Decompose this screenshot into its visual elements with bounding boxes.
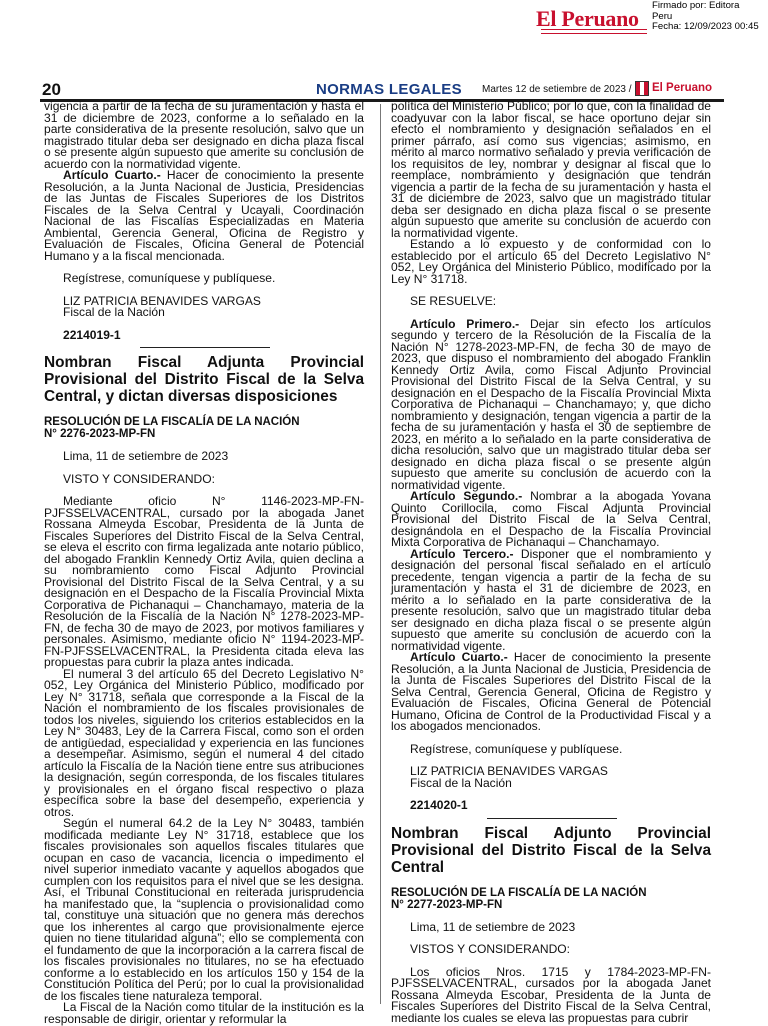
running-header [40, 78, 724, 100]
article-paragraph [391, 316, 712, 492]
article-label: Artículo Tercero.- [410, 546, 514, 561]
signer-role: Fiscal de la Nación [63, 305, 165, 319]
paragraph: Estando a lo expuesto y de conformidad con lo establecido por el artículo 65 del Decreto Legislativo N° 052, Ley Orgánica del Ministerio Público, modificado por la Ley N° 31718. [391, 237, 711, 286]
visto-heading: VISTOS Y CONSIDERANDO: [410, 942, 570, 956]
article-text: Dejar sin efecto los artículos segundo y tercero de la Resolución de la Fiscalía de la Nación N° 1278-2023-MP-FN, de fecha 30 de mayo de 2023, que dispuso el nombramiento del abogado Franklin Kennedy Ortiz Avila, como Fiscal Adjunto Provincial Provisional del Distrito Fiscal de la Selva Central, y su designación en el Despacho de la Fiscalía Provincial Mixta Corporativa de Pichanaqui – Chanchamayo; y, que dicho nombramiento y designación, tengan vigencia a partir de la fecha de su juramentación y hasta el 30 de septiembre de 2023, en mérito a lo señalado en la parte considerativa de dicha resolución, salvo que un magistrado titular deba ser designado en dicha plaza fiscal o se presente algún supuesto que amerite su conclusión de acuerdo con la normatividad vigente. [391, 316, 712, 492]
signature-line-1: Firmado por: Editora [652, 0, 740, 11]
publication-code: 2214020-1 [410, 798, 468, 812]
column-divider [380, 104, 381, 1004]
paragraph: vigencia a partir de la fecha de su juramentación y hasta el 31 de diciembre de 2023, conforme a lo señalado en la parte considerativa de la presente resolución, salvo que un magistrado titular deba ser designado en dicha plaza fiscal o se presente algún supuesto que amerite su conclusión de acuerdo con la normatividad vigente. [44, 99, 364, 171]
article-label: Artículo Primero.- [410, 316, 520, 331]
coat-of-arms-icon [635, 81, 649, 96]
norm-title: Nombran Fiscal Adjunta Provincial Provisional del Distrito Fiscal de la Selva Central, y dictan diversas disposiciones [44, 354, 364, 405]
section-title: NORMAS LEGALES [316, 81, 462, 98]
norm-title: Nombran Fiscal Adjunto Provincial Provisional del Distrito Fiscal de la Selva Central [391, 824, 711, 876]
closing-formula: Regístrese, comuníquese y publíquese. [63, 271, 276, 285]
visto-heading: VISTO Y CONSIDERANDO: [63, 471, 215, 486]
paragraph: Según el numeral 64.2 de la Ley N° 30483, también modificada mediante Ley N° 31718, establece que los fiscales provisionales son aquellos fiscales titulares que ocupan en caso de vacancia, licencia o impedimento el nivel superior inmediato vacante y aquellos abogados que cumplen con los requisitos para el nivel que se les designa. Así, el Tribunal Constitucional en reiterada jurisprudencia ha manifestado que, la “suplencia o provisionalidad como tal, constituye una situación que no genera más derechos que los inherentes al cargo que provisionalmente ejerce quien no tiene titularidad alguna”; ello se complementa con el fundamento de que la incorporación a la carrera fiscal de los fiscales provisionales no titulares, no se ha efectuado conforme a lo establecido en los artículos 150 y 154 de la Constitución Política del Perú; por lo cual la provisionalidad de los fiscales tiene naturaleza temporal. [44, 816, 364, 1003]
resolution-number: N° 2277-2023-MP-FN [391, 898, 503, 911]
signature-line-2: Peru [652, 10, 673, 22]
article-label: Artículo Segundo.- [410, 489, 523, 503]
header-brand: El Peruano [652, 82, 713, 94]
article-text: Hacer de conocimiento la presente Resolución, a la Junta Nacional de Justicia, Presidencia de la Junta de Fiscales Superiores del Distrito Fiscal de la Selva Central, Gerencia General, Oficina de Registro y Evaluación de Fiscales, Oficina General de Potencial Humano, Oficina de Control de la Productividad Fiscal y a los abogados mencionados. [391, 650, 711, 733]
article-paragraph [391, 652, 711, 733]
signer-name: LIZ PATRICIA BENAVIDES VARGAS [410, 764, 608, 778]
article-text: Disponer que el nombramiento y designación del personal fiscal señalado en el artículo precedente, tengan vigencia a partir de la fecha de su juramentación y hasta el 31 de diciembre de 2023, en mérito a lo señalado en la parte considerativa de la presente resolución, salvo que un magistrado titular deba ser designado en dicha plaza fiscal o se presente algún supuesto que amerite su conclusión de acuerdo con la normatividad vigente. [391, 546, 711, 653]
left-column [44, 101, 364, 1025]
place-date: Lima, 11 de setiembre de 2023 [63, 449, 229, 463]
article-text: Nombrar a la abogada Yovana Quinto Corillocila, como Fiscal Adjunta Provincial Provisional del Distrito Fiscal de la Selva Central, designándola en el Despacho de la Fiscalía Provincial Mixta Corporativa de Pichanaqui – Chanchamayo. [391, 489, 712, 549]
signature-line-3: Fecha: 12/09/2023 00:45 [652, 21, 759, 33]
article-paragraph [391, 491, 711, 549]
masthead [0, 0, 768, 42]
page-number: 20 [42, 80, 61, 99]
paragraph: La Fiscal de la Nación como titular de la institución es la responsable de dirigir, orientar y reformular la [44, 1000, 364, 1026]
resolution-heading: RESOLUCIÓN DE LA FISCALÍA DE LA NACIÓN [391, 886, 647, 899]
article-paragraph [391, 546, 711, 653]
logo-underline [541, 29, 647, 34]
paragraph: Los oficios Nros. 1715 y 1784-2023-MP-FN-PJFSSELVACENTRAL, cursados por la abogada Janet Rossana Almeyda Escobar, Presidenta de la Junta de Fiscales Superiores del Distrito Fiscal de la Selva Central, mediante los cuales se eleva las propuestas para cubrir [391, 964, 711, 1025]
article-paragraph [44, 170, 364, 262]
place-date: Lima, 11 de setiembre de 2023 [410, 919, 576, 934]
digital-signature [652, 1, 759, 33]
paragraph: El numeral 3 del artículo 65 del Decreto Legislativo N° 052, Ley Orgánica del Ministerio Público, modificado por Ley N° 31718, señala que corresponde a la Fiscal de la Nación el nombramiento de los fiscales provisionales de todos los niveles, siguiendo los criterios establecidos en la Ley N° 30483, Ley de la Carrera Fiscal, como son el orden de antigüedad, especialidad y experiencia en las funciones a desempeñar. Asimismo, según el numeral 4 del citado artículo la Fiscalía de la Nación tiene entre sus atribuciones la designación, según corresponda, de los fiscales titulares y provisionales en el órgano fiscal respectivo o plaza específica sobre la base del desempeño, experiencia y otros. [44, 666, 364, 819]
resolution-heading: RESOLUCIÓN DE LA FISCALÍA DE LA NACIÓN [44, 416, 300, 428]
article-text: Hacer de conocimiento la presente Resolución, a la Junta Nacional de Justicia, Presidencias de las Juntas de Fiscales Superiores de los Distritos Fiscales de la Selva Central y Ucayali, Coordinación Nacional de las Fiscalías Especializadas en Materia Ambiental, Gerencia General, Oficina de Registro y Evaluación de Fiscales, Oficina General de Potencial Humano y a la fiscal mencionada. [44, 168, 364, 263]
right-column [391, 101, 711, 1024]
article-label: Artículo Cuarto.- [63, 168, 161, 182]
publication-code: 2214019-1 [63, 327, 121, 342]
closing-formula: Regístrese, comuníquese y publíquese. [410, 741, 623, 756]
issue-date: Martes 12 de setiembre de 2023 / [482, 84, 632, 95]
signer-role: Fiscal de la Nación [410, 775, 512, 790]
resolve-heading: SE RESUELVE: [410, 294, 497, 308]
article-label: Artículo Cuarto.- [410, 650, 508, 664]
paragraph: política del Ministerio Público; por lo que, con la finalidad de coadyuvar con la labor fiscal, se hace oportuno dejar sin efecto el nombramiento y designación señalados en el primer párrafo, así como sus vigencias; asimismo, en mérito al marco normativo señalado y previa verificación de los requisitos de ley, nombrar y designar al fiscal que lo reemplace, nombramiento y designación que tendrán vigencia a partir de la fecha de su juramentación y hasta el 31 de diciembre de 2023, salvo que un magistrado titular deba ser designado en dicha plaza fiscal o se presente algún supuesto que amerite su conclusión de acuerdo con la normatividad vigente. [391, 99, 711, 240]
paragraph: Mediante oficio N° 1146-2023-MP-FN-PJFSSELVACENTRAL, cursado por la abogada Janet Rossana Almeyda Escobar, Presidenta de la Junta de Fiscales Superiores del Distrito Fiscal de la Selva Central, se eleva el escrito con firma legalizada ante notario público, del abogado Franklin Kennedy Ortiz Avila, quien declina a su nombramiento como Fiscal Adjunto Provincial Provisional del Distrito Fiscal de la Selva Central, y a su designación en el Despacho de la Fiscalía Provincial Mixta Corporativa de Pichanaqui – Chanchamayo, materia de la Resolución de la Fiscalía de la Nación N° 1278-2023-MP-FN, de fecha 30 de mayo de 2023, por motivos familiares y personales. Asimismo, mediante oficio N° 1194-2023-MP-FN-PJFSSELVACENTRAL, la Presidenta citada eleva las propuestas para cubrir la plaza antes indicada. [44, 494, 364, 669]
resolution-number: N° 2276-2023-MP-FN [44, 428, 156, 440]
el-peruano-logo: El Peruano [536, 6, 639, 31]
signer-name: LIZ PATRICIA BENAVIDES VARGAS [63, 293, 261, 308]
